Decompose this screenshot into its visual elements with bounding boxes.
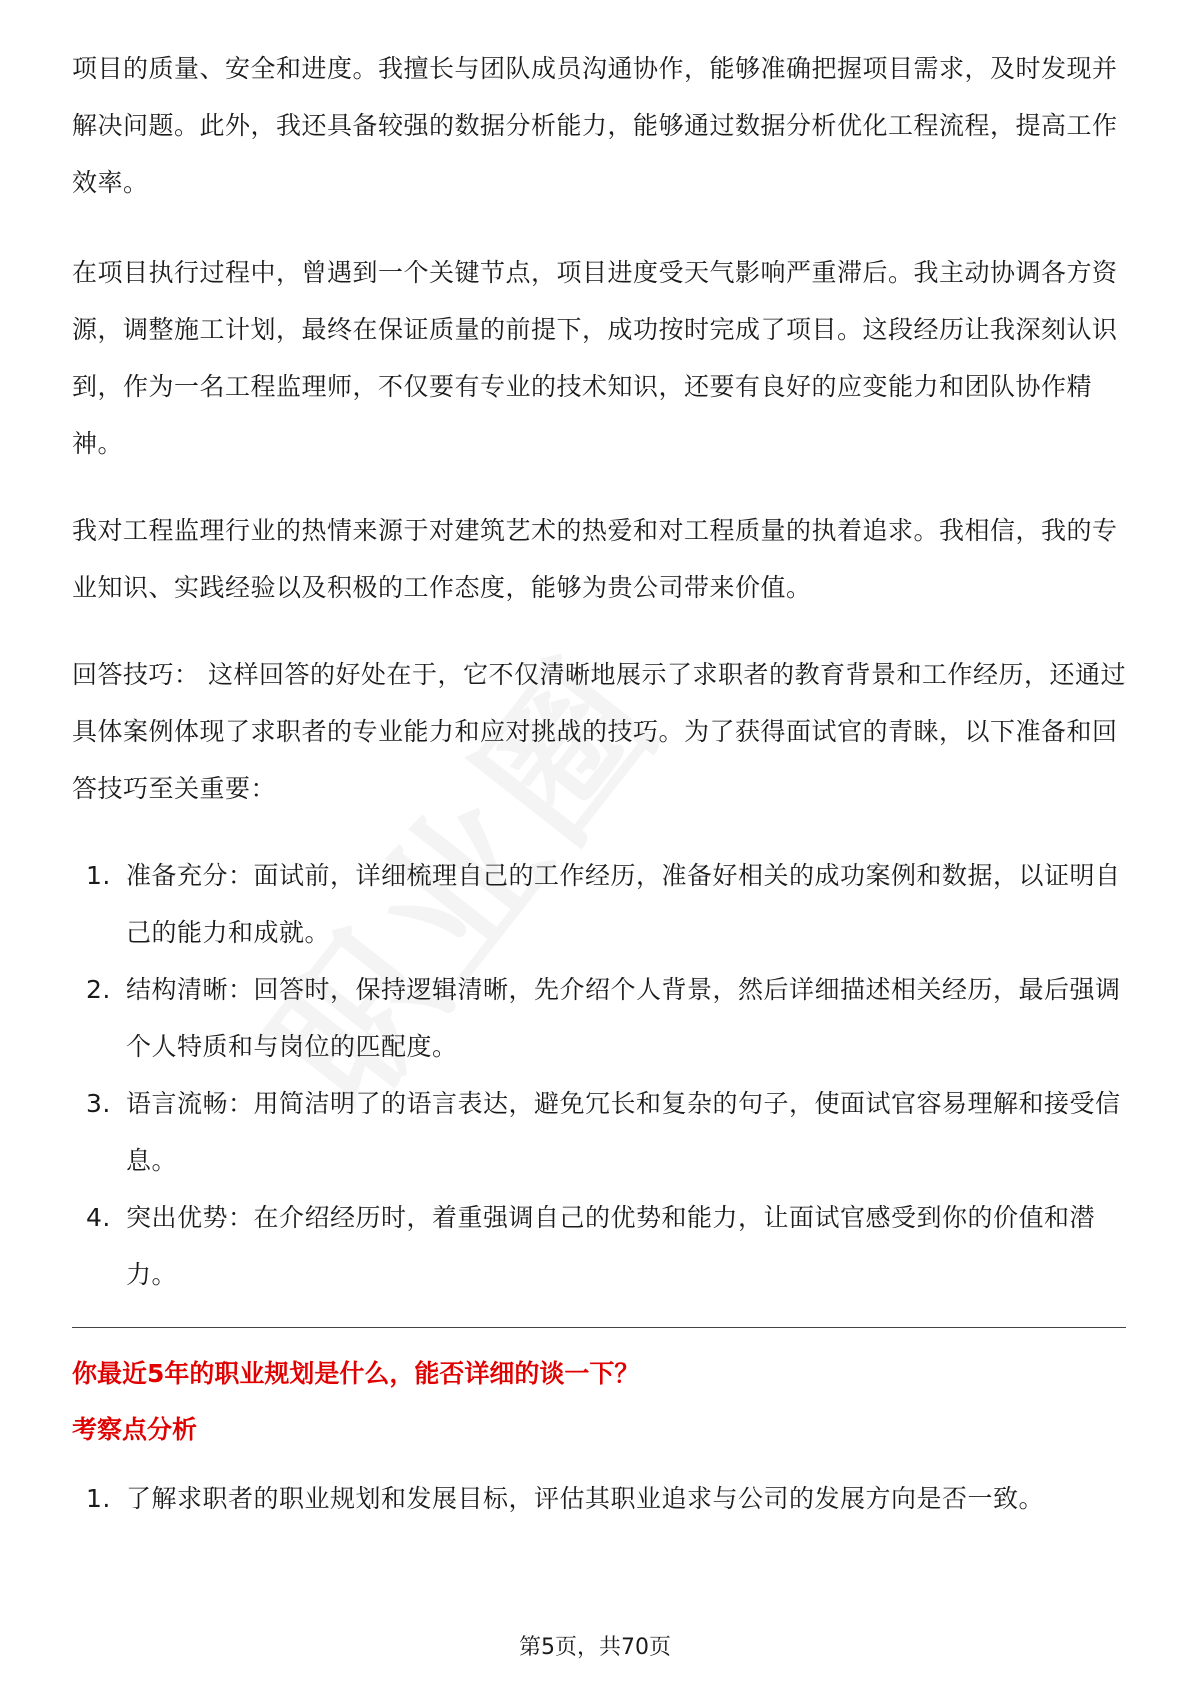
list-item-number: 1. [86,861,111,890]
list-item [72,847,1126,961]
list-item-number: 2. [86,975,111,1004]
list-item-text: 准备充分：面试前，详细梳理自己的工作经历，准备好相关的成功案例和数据，以证明自己的能力和成就。 [126,861,1121,947]
paragraph-3: 我对工程监理行业的热情来源于对建筑艺术的热爱和对工程质量的执着追求。我相信，我的专业知识、实践经验以及积极的工作态度，能够为贵公司带来价值。 [72,516,1118,602]
list-item-text: 了解求职者的职业规划和发展目标，评估其职业追求与公司的发展方向是否一致。 [126,1484,1045,1513]
paragraph-answer-tips: 回答技巧： 这样回答的好处在于，它不仅清晰地展示了求职者的教育背景和工作经历，还通过具体案例体现了求职者的专业能力和应对挑战的技巧。为了获得面试官的青睐，以下准备和回答技巧至关重要： [72,660,1126,803]
tips-list [72,847,1126,1303]
list-item [72,1075,1126,1189]
analysis-list [72,1470,1126,1527]
list-item-text: 语言流畅：用简洁明了的语言表达，避免冗长和复杂的句子，使面试官容易理解和接受信息。 [126,1089,1121,1175]
list-item-number: 3. [86,1089,111,1118]
list-item-text: 突出优势：在介绍经历时，着重强调自己的优势和能力，让面试官感受到你的价值和潜力。 [126,1203,1096,1289]
page-footer: 第5页，共70页 [519,1635,671,1660]
list-item [72,1470,1126,1527]
section-divider [72,1327,1126,1328]
list-item-number: 4. [86,1203,111,1232]
list-item-number: 1. [86,1484,111,1513]
list-item-text: 结构清晰：回答时，保持逻辑清晰，先介绍个人背景，然后详细描述相关经历，最后强调个人特质和与岗位的匹配度。 [126,975,1121,1061]
paragraph-1: 项目的质量、安全和进度。我擅长与团队成员沟通协作，能够准确把握项目需求，及时发现并解决问题。此外，我还具备较强的数据分析能力，能够通过数据分析优化工程流程，提高工作效率。 [72,54,1118,197]
list-item [72,961,1126,1075]
paragraph-2: 在项目执行过程中，曾遇到一个关键节点，项目进度受天气影响严重滞后。我主动协调各方资源，调整施工计划，最终在保证质量的前提下，成功按时完成了项目。这段经历让我深刻认识到，作为一名工程监理师，不仅要有专业的技术知识，还要有良好的应变能力和团队协作精神。 [72,258,1118,458]
document-page [72,40,1126,1551]
question-heading: 你最近5年的职业规划是什么，能否详细的谈一下？ [72,1359,640,1388]
analysis-heading: 考察点分析 [72,1415,198,1444]
list-item [72,1189,1126,1303]
